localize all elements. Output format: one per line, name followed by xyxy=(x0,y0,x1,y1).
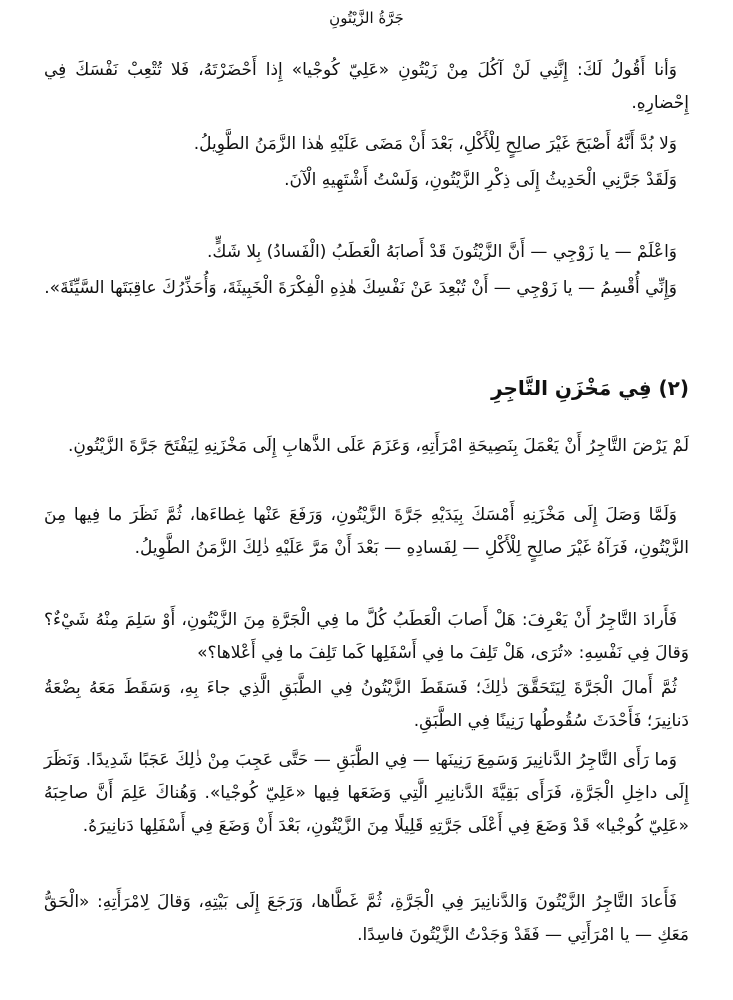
paragraph-9: ثُمَّ أَمالَ الْجَرَّةَ لِيَتَحَقَّقَ ذٰلِكَ؛ فَسَقَطَ الزَّيْتُونُ فِي الطَّبَقِ الَّذِي جاءَ بِهِ، وَسَقَطَ مَعَهُ بِضْعَةُ دَنانِيرَ؛ فَأَحْدَثَ سُقُوطُها رَنِينًا فِي الطَّبَقِ. xyxy=(44,678,689,731)
paragraph-2: وَلا بُدَّ أَنَّهُ أَصْبَحَ غَيْرَ صالِحٍ لِلْأَكْلِ، بَعْدَ أَنْ مَضَى عَلَيْهِ هٰذا الزَّمَنُ الطَّوِيلُ. xyxy=(193,134,677,154)
paragraph-10: وَما رَأَى التَّاجِرُ الدَّنانِيرَ وَسَمِعَ رَنِينَها — فِي الطَّبَقِ — حَتَّى عَجِبَ مِنْ ذٰلِكَ عَجَبًا شَدِيدًا. وَنَظَرَ إِلَى داخِلِ الْجَرَّةِ، فَرَأَى بَقِيَّةَ الدَّنانِيرِ الَّتِي وَضَعَها فِيها «عَلِيّ كُوجْيا». وَهُناكَ عَلِمَ أَنَّ صاحِبَهُ «عَلِيّ كُوجْيا» قَدْ وَضَعَ فِي أَعْلَى جَرَّتِهِ قَلِيلًا مِنَ الزَّيْتُونِ، بَعْدَ أَنْ وَضَعَ فِي أَسْفَلِها دَنانِيرَهُ. xyxy=(44,750,689,836)
paragraph-4: وَاعْلَمْ — يا زَوْجِي — أَنَّ الزَّيْتُونَ قَدْ أَصابَهُ الْعَطَبُ (الْفَسادُ) بِلا شَكٍّ. xyxy=(207,242,677,262)
paragraph-11: فَأَعادَ التَّاجِرُ الزَّيْتُونَ وَالدَّنانِيرَ فِي الْجَرَّةِ، ثُمَّ غَطَّاها، وَرَجَعَ إِلَى بَيْتِهِ، وَقالَ لِامْرَأَتِهِ: «الْحَقُّ مَعَكِ — يا امْرَأَتِي — فَقَدْ وَجَدْتُ الزَّيْتُونَ فاسِدًا. xyxy=(44,892,689,945)
section-title: (٢) فِي مَخْزَنِ التَّاجِرِ xyxy=(491,376,689,400)
paragraph-8: فَأَرادَ التَّاجِرُ أَنْ يَعْرِفَ: هَلْ أَصابَ الْعَطَبُ كُلَّ ما فِي الْجَرَّةِ مِنَ الزَّيْتُونِ، أَوْ سَلِمَ مِنْهُ شَيْءٌ؟ وَقالَ فِي نَفْسِهِ: «تُرَى، هَلْ تَلِفَ ما فِي أَسْفَلِها كَما تَلِفَ ما فِي أَعْلاها؟» xyxy=(44,610,689,663)
paragraph-6: لَمْ يَرْضَ التَّاجِرُ أَنْ يَعْمَلَ بِنَصِيحَةِ امْرَأَتِهِ، وَعَزَمَ عَلَى الذَّهابِ إِلَى مَخْزَنِهِ لِيَفْتَحَ جَرَّةَ الزَّيْتُونِ. xyxy=(67,436,689,456)
running-header: جَرَّةُ الزَّيْتُونِ xyxy=(329,9,404,27)
paragraph-1: وَأنا أَقُولُ لَكَ: إِنَّنِي لَنْ آكُلَ مِنْ زَيْتُونِ «عَلِيّ كُوجْيا» إِذا أَحْضَرْتَهُ، فَلا تُتْعِبْ نَفْسَكَ فِي إِحْضارِهِ. xyxy=(44,60,689,113)
paragraph-5: وَإِنِّي أُقْسِمُ — يا زَوْجِي — أَنْ تُبْعِدَ عَنْ نَفْسِكَ هٰذِهِ الْفِكْرَةَ الْخَبِيثَةَ، وَأُحَذِّرُكَ عاقِبَتَها السَّيِّئَةَ». xyxy=(44,278,677,298)
paragraph-7: وَلَمَّا وَصَلَ إِلَى مَخْزَنِهِ أَمْسَكَ بِيَدَيْهِ جَرَّةَ الزَّيْتُونِ، وَرَفَعَ عَنْها غِطاءَها، ثُمَّ نَظَرَ ما فِيها مِنَ الزَّيْتُونِ، فَرَآهُ غَيْرَ صالِحٍ لِلْأَكْلِ — لِفَسادِهِ — بَعْدَ أَنْ مَرَّ عَلَيْهِ ذٰلِكَ الزَّمَنُ الطَّوِيلُ. xyxy=(44,505,689,558)
paragraph-3: وَلَقَدْ جَرَّنِي الْحَدِيثُ إِلَى ذِكْرِ الزَّيْتُونِ، وَلَسْتُ أَشْتَهِيهِ الْآنَ. xyxy=(284,170,677,190)
